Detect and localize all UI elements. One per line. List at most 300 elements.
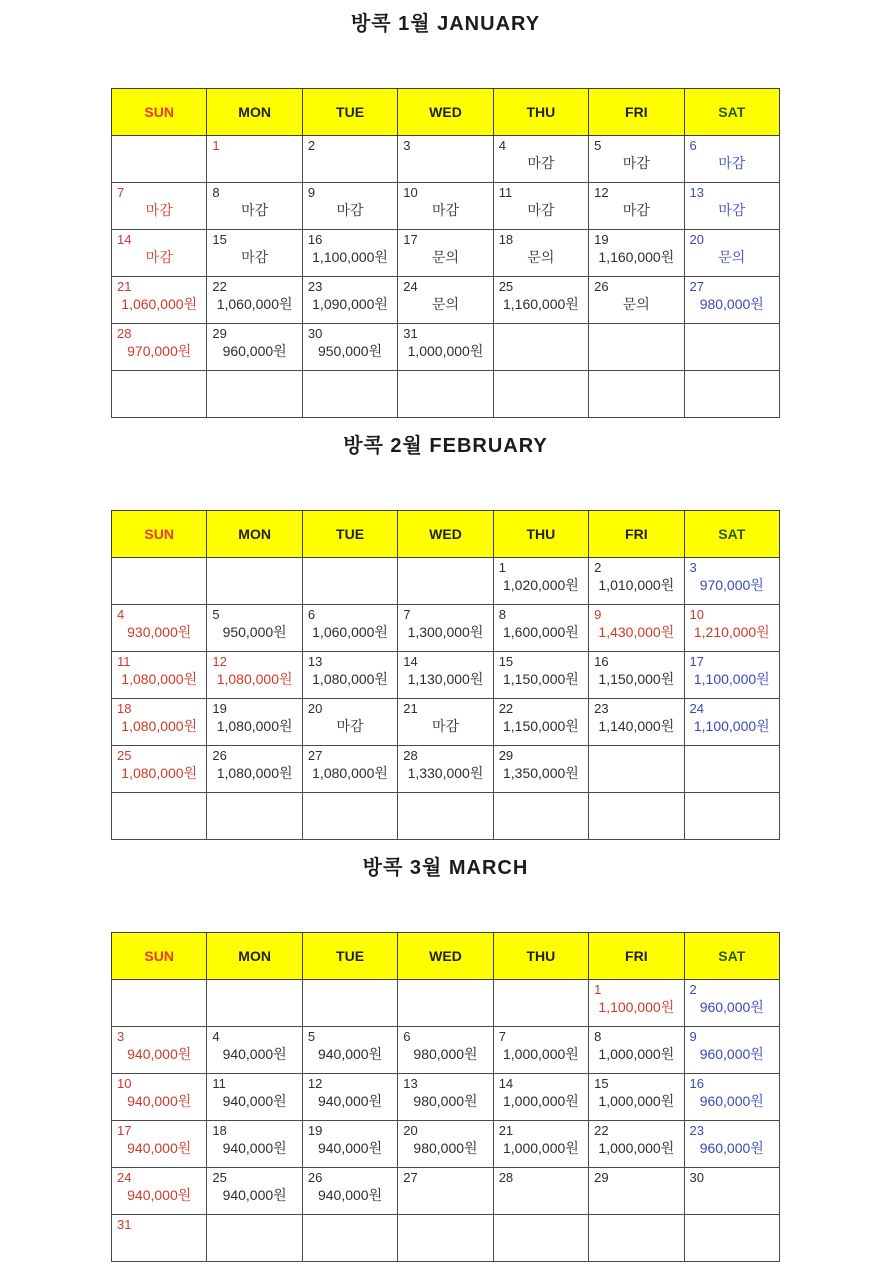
day-number: 10 <box>117 1076 132 1091</box>
day-cell-23 <box>684 1121 779 1168</box>
day-value: 마감 <box>145 202 173 218</box>
day-number: 3 <box>117 1029 125 1044</box>
day-number: 2 <box>594 560 602 575</box>
empty-cell <box>684 1215 779 1262</box>
day-value: 문의 <box>718 249 746 265</box>
day-value: 문의 <box>622 296 650 312</box>
weekday-header-tue: TUE <box>302 511 397 558</box>
empty-cell <box>302 558 397 605</box>
week-row <box>112 277 780 324</box>
day-number: 27 <box>403 1170 418 1185</box>
month-title-february: 방콕 2월 FEBRUARY <box>343 435 548 457</box>
empty-cell <box>207 793 302 840</box>
day-number: 27 <box>307 748 323 763</box>
day-cell-29 <box>589 1168 684 1215</box>
weekday-header-sun: SUN <box>112 511 207 558</box>
day-cell-17 <box>398 230 493 277</box>
day-value: 1,100,000원 <box>312 249 388 265</box>
empty-cell <box>493 980 588 1027</box>
day-number: 17 <box>403 232 418 247</box>
day-value: 960,000원 <box>699 1046 764 1062</box>
day-value: 940,000원 <box>317 1046 383 1062</box>
calendar-march <box>111 932 780 1262</box>
day-value: 1,000,000원 <box>598 1093 675 1109</box>
day-number: 17 <box>117 1123 132 1138</box>
day-number: 23 <box>689 1123 704 1138</box>
day-value: 1,080,000원 <box>216 718 293 734</box>
empty-cell <box>493 1215 588 1262</box>
weekday-header-wed: WED <box>398 89 493 136</box>
day-cell-25 <box>493 277 588 324</box>
day-cell-17 <box>112 1121 207 1168</box>
day-value: 1,140,000원 <box>598 718 675 734</box>
day-number: 19 <box>212 701 227 716</box>
day-value: 1,080,000원 <box>121 671 198 687</box>
day-value: 940,000원 <box>317 1093 383 1109</box>
empty-cell <box>589 1215 684 1262</box>
day-number: 11 <box>498 185 513 200</box>
day-cell-4 <box>207 1027 302 1074</box>
day-value: 940,000원 <box>127 1046 192 1062</box>
empty-cell <box>302 980 397 1027</box>
week-row <box>112 1027 780 1074</box>
day-number: 18 <box>117 701 132 716</box>
day-value: 1,330,000원 <box>407 765 484 781</box>
day-value: 950,000원 <box>222 624 287 640</box>
day-cell-24 <box>684 699 779 746</box>
weekday-header-mon: MON <box>207 89 302 136</box>
day-number: 31 <box>403 326 418 341</box>
day-value: 940,000원 <box>317 1140 383 1156</box>
day-value: 950,000원 <box>317 343 383 359</box>
day-number: 21 <box>498 1123 514 1138</box>
day-number: 8 <box>594 1029 602 1044</box>
day-cell-11 <box>112 652 207 699</box>
day-value: 1,160,000원 <box>598 249 675 265</box>
day-number: 18 <box>498 232 514 247</box>
day-value: 1,150,000원 <box>502 671 579 687</box>
day-number: 1 <box>212 138 220 153</box>
day-cell-1 <box>589 980 684 1027</box>
day-value: 1,150,000원 <box>598 671 675 687</box>
day-cell-5 <box>302 1027 397 1074</box>
empty-cell <box>112 371 207 418</box>
empty-cell <box>207 371 302 418</box>
day-cell-17 <box>684 652 779 699</box>
day-value: 1,210,000원 <box>693 624 770 640</box>
day-cell-15 <box>493 652 588 699</box>
empty-cell <box>302 371 397 418</box>
day-cell-6 <box>398 1027 493 1074</box>
week-row <box>112 605 780 652</box>
day-cell-20 <box>398 1121 493 1168</box>
day-number: 23 <box>594 701 609 716</box>
day-value: 940,000원 <box>127 1093 192 1109</box>
day-number: 16 <box>594 654 609 669</box>
week-row <box>112 324 780 371</box>
day-number: 25 <box>498 279 514 294</box>
day-value: 마감 <box>718 155 746 171</box>
day-cell-4 <box>493 136 588 183</box>
empty-cell <box>684 746 779 793</box>
day-value: 1,080,000원 <box>121 765 198 781</box>
day-value: 1,600,000원 <box>502 624 579 640</box>
week-row <box>112 230 780 277</box>
day-number: 25 <box>117 748 132 763</box>
day-number: 19 <box>594 232 609 247</box>
week-row <box>112 1168 780 1215</box>
day-number: 9 <box>594 607 602 622</box>
day-value: 940,000원 <box>222 1093 287 1109</box>
day-number: 28 <box>498 1170 514 1185</box>
empty-cell <box>398 980 493 1027</box>
day-number: 29 <box>212 326 227 341</box>
day-value: 마감 <box>241 249 269 265</box>
day-cell-12 <box>589 183 684 230</box>
day-cell-19 <box>302 1121 397 1168</box>
day-value: 1,080,000원 <box>312 765 388 781</box>
day-value: 980,000원 <box>699 296 764 312</box>
empty-cell <box>302 1215 397 1262</box>
day-value: 1,020,000원 <box>502 577 579 593</box>
day-number: 31 <box>117 1217 132 1232</box>
day-cell-18 <box>493 230 588 277</box>
day-cell-29 <box>207 324 302 371</box>
weekday-header-sat: SAT <box>684 89 779 136</box>
day-value: 980,000원 <box>413 1093 478 1109</box>
day-cell-7 <box>493 1027 588 1074</box>
day-number: 16 <box>689 1076 704 1091</box>
empty-cell <box>112 980 207 1027</box>
day-number: 20 <box>403 1123 418 1138</box>
day-value: 1,130,000원 <box>407 671 484 687</box>
day-cell-10 <box>398 183 493 230</box>
empty-cell <box>112 558 207 605</box>
day-cell-27 <box>684 277 779 324</box>
day-value: 1,060,000원 <box>312 624 388 640</box>
day-value: 마감 <box>622 155 650 171</box>
day-number: 12 <box>307 1076 323 1091</box>
calendar-january <box>111 88 780 418</box>
day-value: 940,000원 <box>127 1187 192 1203</box>
day-cell-20 <box>684 230 779 277</box>
day-number: 2 <box>689 982 697 997</box>
empty-cell <box>493 324 588 371</box>
day-number: 14 <box>498 1076 514 1091</box>
empty-cell <box>112 793 207 840</box>
empty-cell <box>493 793 588 840</box>
day-number: 22 <box>212 279 227 294</box>
day-cell-25 <box>207 1168 302 1215</box>
day-number: 27 <box>689 279 704 294</box>
day-number: 1 <box>594 982 602 997</box>
day-cell-18 <box>112 699 207 746</box>
day-number: 21 <box>403 701 418 716</box>
day-cell-2 <box>589 558 684 605</box>
day-number: 13 <box>403 1076 418 1091</box>
empty-cell <box>589 371 684 418</box>
day-number: 9 <box>689 1029 697 1044</box>
weekday-header-fri: FRI <box>589 933 684 980</box>
day-cell-28 <box>398 746 493 793</box>
day-cell-10 <box>684 605 779 652</box>
day-number: 20 <box>689 232 704 247</box>
day-cell-20 <box>302 699 397 746</box>
day-value: 1,100,000원 <box>598 999 675 1015</box>
day-cell-9 <box>684 1027 779 1074</box>
weekday-header-sat: SAT <box>684 511 779 558</box>
calendar-february <box>111 510 780 840</box>
day-cell-7 <box>112 183 207 230</box>
day-value: 1,080,000원 <box>121 718 198 734</box>
day-cell-9 <box>302 183 397 230</box>
day-cell-6 <box>684 136 779 183</box>
empty-cell <box>589 746 684 793</box>
day-number: 23 <box>307 279 323 294</box>
day-cell-8 <box>493 605 588 652</box>
weekday-header-sat: SAT <box>684 933 779 980</box>
day-number: 20 <box>307 701 323 716</box>
day-number: 12 <box>594 185 609 200</box>
day-value: 1,000,000원 <box>598 1046 675 1062</box>
day-cell-27 <box>302 746 397 793</box>
week-row <box>112 136 780 183</box>
day-number: 25 <box>212 1170 227 1185</box>
weekday-header-fri: FRI <box>589 89 684 136</box>
day-number: 6 <box>689 138 697 153</box>
day-number: 24 <box>689 701 704 716</box>
day-cell-5 <box>207 605 302 652</box>
day-cell-7 <box>398 605 493 652</box>
day-number: 6 <box>403 1029 411 1044</box>
day-value: 1,060,000원 <box>216 296 293 312</box>
day-number: 14 <box>403 654 418 669</box>
day-value: 마감 <box>718 202 746 218</box>
week-row <box>112 746 780 793</box>
day-value: 마감 <box>431 202 459 218</box>
day-value: 1,000,000원 <box>502 1093 579 1109</box>
day-number: 18 <box>212 1123 227 1138</box>
day-number: 5 <box>594 138 602 153</box>
weekday-header-thu: THU <box>493 89 588 136</box>
weekday-header-thu: THU <box>493 933 588 980</box>
day-number: 13 <box>689 185 704 200</box>
day-number: 24 <box>403 279 418 294</box>
day-cell-21 <box>493 1121 588 1168</box>
day-cell-15 <box>589 1074 684 1121</box>
day-value: 940,000원 <box>222 1140 287 1156</box>
day-number: 28 <box>403 748 418 763</box>
day-value: 1,100,000원 <box>693 671 770 687</box>
day-number: 15 <box>594 1076 609 1091</box>
day-value: 1,000,000원 <box>598 1140 675 1156</box>
day-number: 13 <box>307 654 323 669</box>
weekday-header-thu: THU <box>493 511 588 558</box>
weekday-header-mon: MON <box>207 933 302 980</box>
day-cell-10 <box>112 1074 207 1121</box>
day-number: 29 <box>498 748 514 763</box>
day-cell-21 <box>112 277 207 324</box>
day-value: 1,150,000원 <box>502 718 579 734</box>
day-number: 17 <box>689 654 704 669</box>
empty-cell <box>684 793 779 840</box>
month-title-january: 방콕 1월 JANUARY <box>350 13 541 35</box>
day-number: 12 <box>212 654 227 669</box>
day-number: 9 <box>307 185 316 200</box>
weekday-header-wed: WED <box>398 933 493 980</box>
day-cell-23 <box>302 277 397 324</box>
week-row <box>112 183 780 230</box>
day-number: 3 <box>403 138 411 153</box>
day-value: 940,000원 <box>317 1187 383 1203</box>
weekday-header-row <box>112 511 780 558</box>
day-number: 7 <box>117 185 125 200</box>
day-cell-30 <box>684 1168 779 1215</box>
day-cell-14 <box>112 230 207 277</box>
day-cell-26 <box>589 277 684 324</box>
weekday-header-row <box>112 89 780 136</box>
day-cell-11 <box>207 1074 302 1121</box>
day-number: 26 <box>594 279 609 294</box>
day-value: 1,000,000원 <box>502 1046 579 1062</box>
day-number: 7 <box>498 1029 506 1044</box>
day-cell-26 <box>207 746 302 793</box>
day-cell-1 <box>493 558 588 605</box>
day-cell-31 <box>112 1215 207 1262</box>
week-row <box>112 652 780 699</box>
day-number: 8 <box>212 185 220 200</box>
day-number: 29 <box>594 1170 609 1185</box>
day-value: 1,300,000원 <box>407 624 484 640</box>
day-value: 970,000원 <box>699 577 764 593</box>
day-value: 1,060,000원 <box>121 296 198 312</box>
day-cell-19 <box>207 699 302 746</box>
day-value: 970,000원 <box>127 343 192 359</box>
day-cell-25 <box>112 746 207 793</box>
day-cell-29 <box>493 746 588 793</box>
day-cell-2 <box>684 980 779 1027</box>
day-value: 1,100,000원 <box>693 718 770 734</box>
day-number: 6 <box>307 607 316 622</box>
price-calendar-page <box>0 12 891 1272</box>
day-value: 940,000원 <box>222 1046 287 1062</box>
day-cell-28 <box>112 324 207 371</box>
day-cell-8 <box>589 1027 684 1074</box>
day-value: 1,000,000원 <box>502 1140 579 1156</box>
day-value: 1,430,000원 <box>598 624 675 640</box>
day-cell-24 <box>398 277 493 324</box>
day-cell-22 <box>493 699 588 746</box>
day-cell-24 <box>112 1168 207 1215</box>
day-cell-27 <box>398 1168 493 1215</box>
day-value: 960,000원 <box>699 1093 764 1109</box>
day-cell-16 <box>684 1074 779 1121</box>
day-cell-22 <box>207 277 302 324</box>
day-value: 마감 <box>241 202 269 218</box>
day-number: 15 <box>498 654 514 669</box>
empty-cell <box>398 793 493 840</box>
day-number: 7 <box>403 607 411 622</box>
month-title-march: 방콕 3월 MARCH <box>362 857 529 879</box>
day-cell-12 <box>207 652 302 699</box>
day-cell-5 <box>589 136 684 183</box>
day-number: 10 <box>403 185 418 200</box>
day-number: 11 <box>212 1076 226 1091</box>
weekday-header-tue: TUE <box>302 933 397 980</box>
day-value: 1,000,000원 <box>407 343 484 359</box>
week-row <box>112 1121 780 1168</box>
day-value: 1,010,000원 <box>598 577 675 593</box>
day-number: 19 <box>307 1123 323 1138</box>
day-value: 930,000원 <box>127 624 192 640</box>
day-value: 마감 <box>527 155 555 171</box>
day-cell-13 <box>398 1074 493 1121</box>
empty-cell <box>398 1215 493 1262</box>
empty-cell <box>493 371 588 418</box>
day-value: 1,160,000원 <box>502 296 579 312</box>
day-value: 문의 <box>527 249 555 265</box>
day-value: 940,000원 <box>222 1187 287 1203</box>
day-number: 5 <box>212 607 220 622</box>
day-cell-14 <box>493 1074 588 1121</box>
day-number: 26 <box>212 748 227 763</box>
day-cell-3 <box>684 558 779 605</box>
day-number: 4 <box>212 1029 220 1044</box>
day-cell-13 <box>302 652 397 699</box>
empty-cell <box>589 324 684 371</box>
day-number: 11 <box>117 654 131 669</box>
weekday-header-sun: SUN <box>112 933 207 980</box>
day-number: 4 <box>117 607 125 622</box>
empty-cell <box>207 558 302 605</box>
day-value: 마감 <box>336 202 364 218</box>
week-row <box>112 558 780 605</box>
weekday-header-tue: TUE <box>302 89 397 136</box>
day-cell-13 <box>684 183 779 230</box>
day-number: 24 <box>117 1170 132 1185</box>
day-cell-1 <box>207 136 302 183</box>
empty-cell <box>207 1215 302 1262</box>
day-cell-21 <box>398 699 493 746</box>
day-value: 마감 <box>622 202 650 218</box>
day-cell-3 <box>112 1027 207 1074</box>
day-cell-31 <box>398 324 493 371</box>
day-number: 3 <box>689 560 697 575</box>
day-cell-14 <box>398 652 493 699</box>
day-cell-4 <box>112 605 207 652</box>
weekday-header-mon: MON <box>207 511 302 558</box>
day-value: 문의 <box>431 296 459 312</box>
day-cell-16 <box>589 652 684 699</box>
day-number: 28 <box>117 326 132 341</box>
day-value: 960,000원 <box>699 1140 764 1156</box>
day-cell-2 <box>302 136 397 183</box>
day-number: 22 <box>498 701 514 716</box>
day-cell-6 <box>302 605 397 652</box>
day-value: 1,090,000원 <box>312 296 388 312</box>
day-number: 16 <box>307 232 323 247</box>
empty-cell <box>589 793 684 840</box>
day-value: 960,000원 <box>222 343 287 359</box>
day-number: 4 <box>498 138 506 153</box>
weekday-header-sun: SUN <box>112 89 207 136</box>
empty-cell <box>112 136 207 183</box>
day-number: 8 <box>498 607 506 622</box>
day-value: 980,000원 <box>413 1046 478 1062</box>
day-cell-18 <box>207 1121 302 1168</box>
empty-cell <box>398 558 493 605</box>
day-cell-3 <box>398 136 493 183</box>
